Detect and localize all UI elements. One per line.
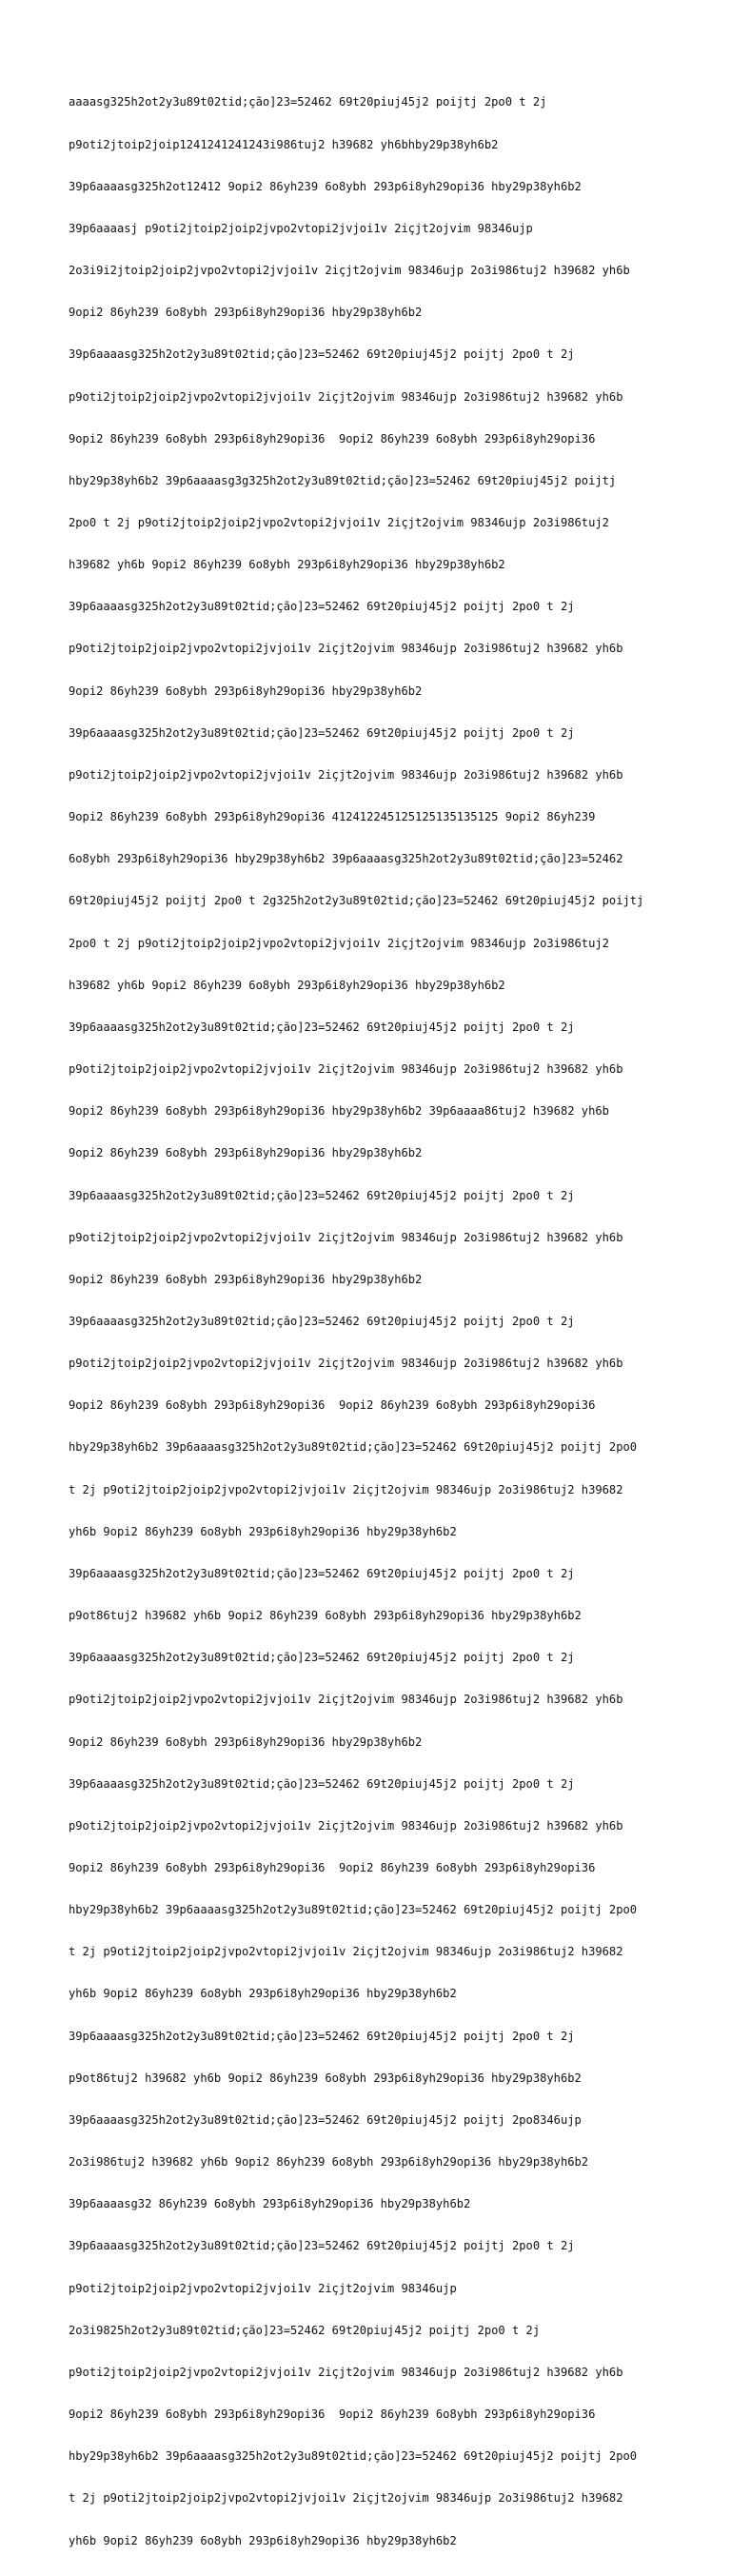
text-line: p9oti2jtoip2joip2jvpo2vtopi2jvjoi1v 2içjt2ojvim 98346ujp 2o3i986tuj2 h39682 yh6b <box>69 389 623 404</box>
text-line: t 2j p9oti2jtoip2joip2jvpo2vtopi2jvjoi1v 2içjt2ojvim 98346ujp 2o3i986tuj2 h39682 <box>69 1482 623 1496</box>
text-line: t 2j p9oti2jtoip2joip2jvpo2vtopi2jvjoi1v 2içjt2ojvim 98346ujp 2o3i986tuj2 h39682 <box>69 2491 623 2506</box>
text-line: 9opi2 86yh239 6o8ybh 293p6i8yh29opi36 hby29p38yh6b2 <box>69 1734 423 1749</box>
text-line: 6o8ybh 293p6i8yh29opi36 hby29p38yh6b2 39p6aaaasg325h2ot2y3u89t02tid;ção]23=52462 <box>69 852 623 866</box>
text-line: 2po0 t 2j p9oti2jtoip2joip2jvpo2vtopi2jvjoi1v 2içjt2ojvim 98346ujp 2o3i986tuj2 <box>69 936 609 950</box>
text-line: 9opi2 86yh239 6o8ybh 293p6i8yh29opi36 412412245125125135135125 9opi2 86yh239 <box>69 810 596 824</box>
text-line: p9oti2jtoip2joip2jvpo2vtopi2jvjoi1v 2içjt2ojvim 98346ujp 2o3i986tuj2 h39682 yh6b <box>69 642 623 656</box>
text-line: 2o3i9825h2ot2y3u89t02tid;ção]23=52462 69t20piuj45j2 poijtj 2po0 t 2j <box>69 2323 541 2337</box>
text-line: p9oti2jtoip2joip2jvpo2vtopi2jvjoi1v 2içjt2ojvim 98346ujp 2o3i986tuj2 h39682 yh6b <box>69 1818 623 1833</box>
text-line: 9opi2 86yh239 6o8ybh 293p6i8yh29opi36 hby29p38yh6b2 <box>69 1272 423 1286</box>
text-line: 9opi2 86yh239 6o8ybh 293p6i8yh29opi36 hby29p38yh6b2 <box>69 684 423 698</box>
text-line: t 2j p9oti2jtoip2joip2jvpo2vtopi2jvjoi1v 2içjt2ojvim 98346ujp 2o3i986tuj2 h39682 <box>69 1945 623 1959</box>
text-line: 9opi2 86yh239 6o8ybh 293p6i8yh29opi36 9opi2 86yh239 6o8ybh 293p6i8yh29opi36 <box>69 2408 596 2422</box>
text-line: 2po0 t 2j p9oti2jtoip2joip2jvpo2vtopi2jvjoi1v 2içjt2ojvim 98346ujp 2o3i986tuj2 <box>69 516 609 529</box>
text-line: p9oti2jtoip2joip1241241241243i986tuj2 h39682 yh6bhby29p38yh6b2 <box>69 137 499 151</box>
text-line: 9opi2 86yh239 6o8ybh 293p6i8yh29opi36 hby29p38yh6b2 <box>69 1146 423 1160</box>
text-line: 39p6aaaasg325h2ot2y3u89t02tid;ção]23=52462 69t20piuj45j2 poijtj 2po0 t 2j <box>69 1776 575 1791</box>
text-line: 39p6aaaasg325h2ot2y3u89t02tid;ção]23=52462 69t20piuj45j2 poijtj 2po0 t 2j <box>69 1566 575 1580</box>
text-line: 2o3i9i2jtoip2joip2jvpo2vtopi2jvjoi1v 2içjt2ojvim 98346ujp 2o3i986tuj2 h39682 yh6b <box>69 264 630 278</box>
text-line: p9oti2jtoip2joip2jvpo2vtopi2jvjoi1v 2içjt2ojvim 98346ujp 2o3i986tuj2 h39682 yh6b <box>69 1230 623 1244</box>
text-line: 39p6aaaasg325h2ot2y3u89t02tid;ção]23=52462 69t20piuj45j2 poijtj 2po0 t 2j <box>69 2239 575 2253</box>
text-line: 39p6aaaasg325h2ot2y3u89t02tid;ção]23=52462 69t20piuj45j2 poijtj 2po0 t 2j <box>69 1651 575 1665</box>
text-line: 39p6aaaasg325h2ot2y3u89t02tid;ção]23=52462 69t20piuj45j2 poijtj 2po0 t 2j <box>69 725 575 740</box>
text-line: 39p6aaaasg325h2ot2y3u89t02tid;ção]23=52462 69t20piuj45j2 poijtj 2po0 t 2j <box>69 347 575 362</box>
text-line: hby29p38yh6b2 39p6aaaasg3g325h2ot2y3u89t02tid;ção]23=52462 69t20piuj45j2 poijtj <box>69 473 617 487</box>
text-line: 39p6aaaasg325h2ot2y3u89t02tid;ção]23=52462 69t20piuj45j2 poijtj 2po0 t 2j <box>69 1188 575 1202</box>
text-line: hby29p38yh6b2 39p6aaaasg325h2ot2y3u89t02tid;ção]23=52462 69t20piuj45j2 poijtj 2po0 <box>69 2449 638 2464</box>
text-line: yh6b 9opi2 86yh239 6o8ybh 293p6i8yh29opi36 hby29p38yh6b2 <box>69 1524 457 1538</box>
text-line: 39p6aaaasg325h2ot2y3u89t02tid;ção]23=52462 69t20piuj45j2 poijtj 2po8346ujp <box>69 2112 582 2127</box>
text-line: 9opi2 86yh239 6o8ybh 293p6i8yh29opi36 9opi2 86yh239 6o8ybh 293p6i8yh29opi36 <box>69 1398 596 1413</box>
text-line: 39p6aaaasg325h2ot2y3u89t02tid;ção]23=52462 69t20piuj45j2 poijtj 2po0 t 2j <box>69 2029 575 2043</box>
text-line: 69t20piuj45j2 poijtj 2po0 t 2g325h2ot2y3u89t02tid;ção]23=52462 69t20piuj45j2 poijtj <box>69 894 644 908</box>
text-line: yh6b 9opi2 86yh239 6o8ybh 293p6i8yh29opi36 hby29p38yh6b2 <box>69 2533 457 2547</box>
text-line: hby29p38yh6b2 39p6aaaasg325h2ot2y3u89t02tid;ção]23=52462 69t20piuj45j2 poijtj 2po0 <box>69 1903 638 1917</box>
text-line: 9opi2 86yh239 6o8ybh 293p6i8yh29opi36 hby29p38yh6b2 39p6aaaa86tuj2 h39682 yh6b <box>69 1104 609 1119</box>
text-line: 9opi2 86yh239 6o8ybh 293p6i8yh29opi36 hby29p38yh6b2 <box>69 306 423 320</box>
text-line: 9opi2 86yh239 6o8ybh 293p6i8yh29opi36 9opi2 86yh239 6o8ybh 293p6i8yh29opi36 <box>69 1861 596 1874</box>
text-line: 39p6aaaasg325h2ot12412 9opi2 86yh239 6o8ybh 293p6i8yh29opi36 hby29p38yh6b2 <box>69 179 582 193</box>
text-line: yh6b 9opi2 86yh239 6o8ybh 293p6i8yh29opi36 hby29p38yh6b2 <box>69 1987 457 2001</box>
text-line: p9oti2jtoip2joip2jvpo2vtopi2jvjoi1v 2içjt2ojvim 98346ujp 2o3i986tuj2 h39682 yh6b <box>69 1693 623 1707</box>
text-line: hby29p38yh6b2 39p6aaaasg325h2ot2y3u89t02tid;ção]23=52462 69t20piuj45j2 poijtj 2po0 <box>69 1440 638 1455</box>
document-text <box>69 68 668 2576</box>
text-line: 39p6aaaasg325h2ot2y3u89t02tid;ção]23=52462 69t20piuj45j2 poijtj 2po0 t 2j <box>69 1020 575 1034</box>
text-line: p9oti2jtoip2joip2jvpo2vtopi2jvjoi1v 2içjt2ojvim 98346ujp 2o3i986tuj2 h39682 yh6b <box>69 2365 623 2379</box>
text-line: 39p6aaaasg325h2ot2y3u89t02tid;ção]23=52462 69t20piuj45j2 poijtj 2po0 t 2j <box>69 1314 575 1328</box>
text-line: 9opi2 86yh239 6o8ybh 293p6i8yh29opi36 9opi2 86yh239 6o8ybh 293p6i8yh29opi36 <box>69 431 596 446</box>
text-line: p9oti2jtoip2joip2jvpo2vtopi2jvjoi1v 2içjt2ojvim 98346ujp 2o3i986tuj2 h39682 yh6b <box>69 1357 623 1371</box>
text-line: 2o3i986tuj2 h39682 yh6b 9opi2 86yh239 6o8ybh 293p6i8yh29opi36 hby29p38yh6b2 <box>69 2155 589 2170</box>
text-line: p9oti2jtoip2joip2jvpo2vtopi2jvjoi1v 2içjt2ojvim 98346ujp 2o3i986tuj2 h39682 yh6b <box>69 1062 623 1077</box>
text-line: 39p6aaaasg325h2ot2y3u89t02tid;ção]23=52462 69t20piuj45j2 poijtj 2po0 t 2j <box>69 600 575 614</box>
text-line: h39682 yh6b 9opi2 86yh239 6o8ybh 293p6i8yh29opi36 hby29p38yh6b2 <box>69 558 505 572</box>
text-line: 39p6aaaasj p9oti2jtoip2joip2jvpo2vtopi2jvjoi1v 2içjt2ojvim 98346ujp <box>69 221 533 235</box>
text-line: p9ot86tuj2 h39682 yh6b 9opi2 86yh239 6o8ybh 293p6i8yh29opi36 hby29p38yh6b2 <box>69 1609 582 1623</box>
text-line: p9oti2jtoip2joip2jvpo2vtopi2jvjoi1v 2içjt2ojvim 98346ujp <box>69 2281 457 2295</box>
text-line: p9ot86tuj2 h39682 yh6b 9opi2 86yh239 6o8ybh 293p6i8yh29opi36 hby29p38yh6b2 <box>69 2071 582 2085</box>
text-line: aaaasg325h2ot2y3u89t02tid;ção]23=52462 69t20piuj45j2 poijtj 2po0 t 2j <box>69 95 547 109</box>
text-line: h39682 yh6b 9opi2 86yh239 6o8ybh 293p6i8yh29opi36 hby29p38yh6b2 <box>69 978 505 992</box>
text-line: 39p6aaaasg32 86yh239 6o8ybh 293p6i8yh29opi36 hby29p38yh6b2 <box>69 2197 471 2211</box>
text-line: p9oti2jtoip2joip2jvpo2vtopi2jvjoi1v 2içjt2ojvim 98346ujp 2o3i986tuj2 h39682 yh6b <box>69 767 623 782</box>
